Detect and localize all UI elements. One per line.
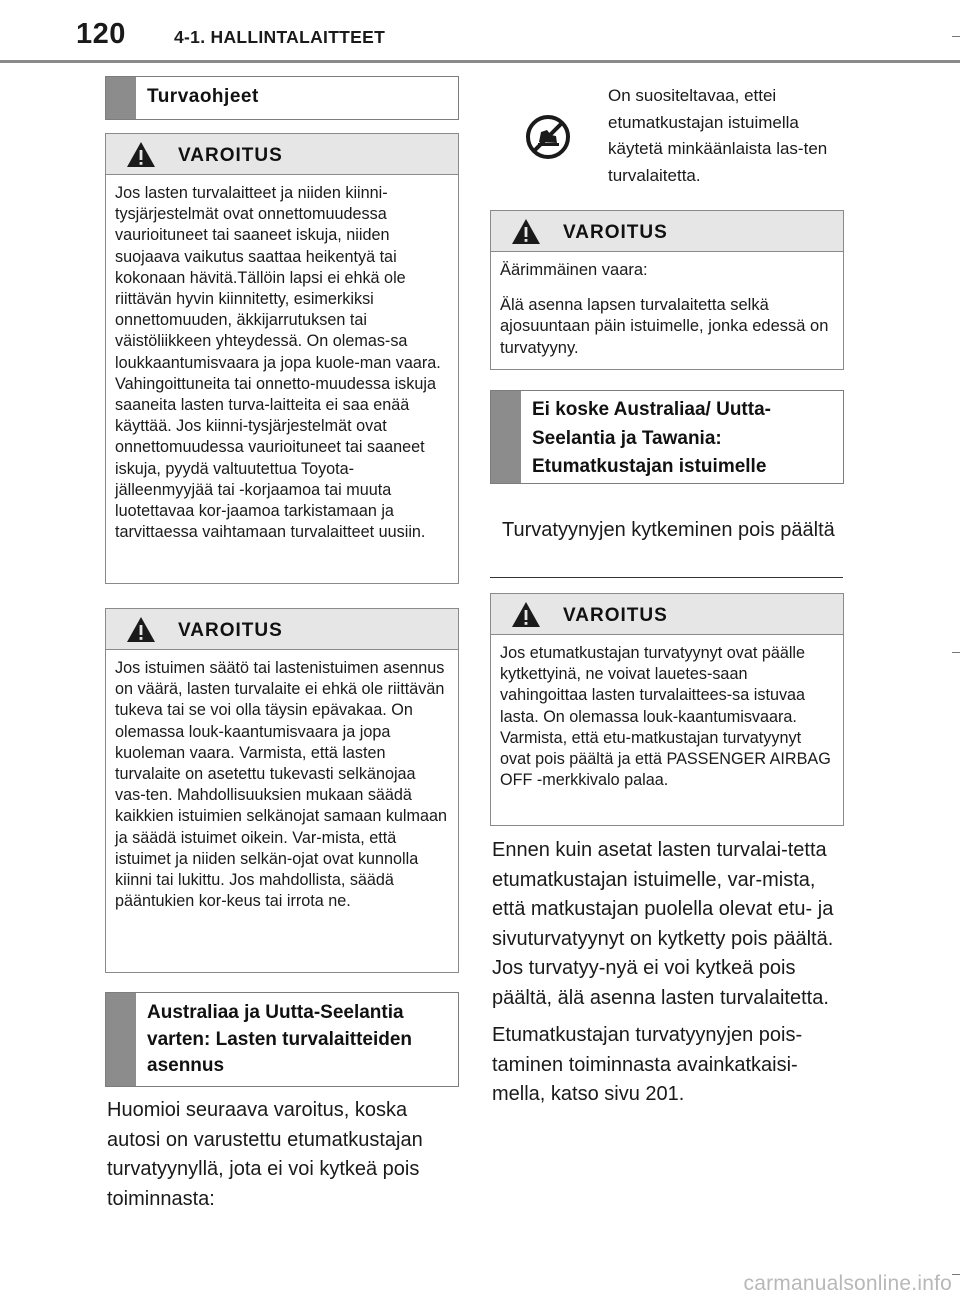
warning-triangle-icon — [511, 601, 541, 628]
warning-box — [105, 608, 459, 973]
crop-mark — [952, 1274, 960, 1275]
warning-paragraph: Jos istuimen säätö tai lastenistuimen asennus on väärä, lasten turvalaite ei ehkä ole riittävän tukeva tai se voi olla täysin epävakaa. On olemassa louk-kaantumisvaara ja jopa kuoleman vaara. Varmista, että lasten turvalaite on asetettu tukevasti selkänojaa vas-ten. Mahdollisuuksien mukaan säädä kaikkien istuimien selkänojat samaan kulmaan ja säädä istuimet oikein. Var-mista, että istuimet ja niiden selkän-ojat ovat kunnolla kiinni tai lukittu. Jos mahdollista, säädä pääntukien kor-keus tai irrota ne. — [115, 659, 448, 911]
paragraph-text: Huomioi seuraava varoitus, koska autosi on varustettu etumatkustajan turvatyynyllä, jota ei voi kytkeä pois toiminnasta: — [107, 1099, 423, 1210]
watermark: carmanualsonline.info — [743, 1272, 952, 1295]
warning-header — [491, 594, 843, 635]
section-bar — [106, 993, 136, 1086]
warning-label: VAROITUS — [563, 222, 668, 243]
warning-box — [490, 210, 844, 370]
warning-header — [106, 134, 458, 175]
section-bar — [491, 391, 521, 483]
warning-triangle-icon — [511, 218, 541, 245]
subheading — [490, 502, 843, 578]
section-title: Turvaohjeet — [147, 86, 259, 107]
warning-triangle-icon — [126, 141, 156, 168]
warning-text — [491, 252, 843, 359]
crop-mark — [952, 652, 960, 653]
section-heading-etumatkustaja — [490, 390, 844, 484]
section-heading-australia — [105, 992, 459, 1087]
body-paragraph — [492, 836, 844, 1118]
warning-box — [490, 593, 844, 826]
icon-note: On suositeltavaa, ettei etumatkustajan istuimella käytetä minkäänlaista las-ten turvalaitetta. — [608, 86, 828, 185]
warning-label: VAROITUS — [178, 145, 283, 166]
page-number: 120 — [76, 18, 126, 50]
subheading-text: Turvatyynyjen kytkeminen pois päältä — [502, 519, 835, 541]
section-title: Ei koske Australiaa/ Uutta-Seelantia ja Tawania: Etumatkustajan istuimelle — [532, 399, 771, 477]
section-title: Australiaa ja Uutta-Seelantia varten: Lasten turvalaitteiden asennus — [147, 1002, 413, 1076]
warning-paragraph: Äärimmäinen vaara: — [500, 261, 648, 279]
warning-label: VAROITUS — [178, 620, 283, 641]
warning-paragraph: Jos etumatkustajan turvatyynyt ovat päälle kytkettyinä, ne voivat lauetes-saan vahingoittaa lasten turvalaittees-sa istuvaa lasta. On olemassa louk-kaantumisvaara. Varmista, että etu-matkustajan turvatyynyt ovat pois päältä ja että PASSENGER AIRBAG OFF -merkkivalo palaa. — [500, 644, 831, 790]
warning-header — [491, 211, 843, 252]
chapter-title: 4-1. HALLINTALAITTEET — [174, 27, 386, 47]
warning-text — [491, 635, 843, 791]
paragraph-text: Etumatkustajan turvatyynyjen pois-taminen toiminnasta avainkatkaisi-mella, katso sivu 201. — [492, 1024, 803, 1105]
section-bar — [106, 77, 136, 119]
warning-text — [106, 175, 458, 543]
no-child-seat-icon — [525, 114, 571, 160]
warning-box — [105, 133, 459, 584]
crop-mark — [952, 36, 960, 37]
warning-text — [106, 650, 458, 912]
warning-paragraph: Jos lasten turvalaitteet ja niiden kiinni-tysjärjestelmät ovat onnettomuudessa vaurioituneet tai saaneet iskuja, niiden suojaava vaikutus saattaa heikentyä tai kokonaan hävitä.Tällöin lapsi ei ehkä ole riittävän hyvin kiinnitetty, esimerkiksi onnettomuuden, äkkijarrutuksen tai väistöliikkeen yhteydessä. On olemas-sa loukkaantumisvaara ja jopa kuole-man vaara. Vahingoittuneita tai onnetto-muudessa iskuja saaneita lasten turva-laitteita ei saa enää käyttää. Jos kiinni-tysjärjestelmät ovat onnettomuudessa vaurioituneet tai saaneet iskuja, pyydä valtuutettua Toyota-jälleenmyyjää tai -korjaamoa tai muuta luotettavaa kor-jaamoa tarkistamaan ja tarvittaessa vaihtamaan turvalaitteet uusiin. — [115, 184, 441, 542]
paragraph-text: Ennen kuin asetat lasten turvalai-tetta etumatkustajan istuimelle, var-mista, että matkustajan puolella olevat etu- ja sivuturvatyynyt on kytketty pois päältä. Jos turvatyy-nyä ei voi kytkeä pois päältä, älä asenna lasten turvalaitetta. — [492, 839, 834, 1009]
warning-triangle-icon — [126, 616, 156, 643]
warning-paragraph: Älä asenna lapsen turvalaitetta selkä ajosuuntaan päin istuimelle, jonka edessä on turvatyyny. — [500, 296, 829, 357]
section-heading-turvaohjeet — [105, 76, 459, 120]
header-rule — [0, 60, 960, 63]
warning-label: VAROITUS — [563, 605, 668, 626]
warning-header — [106, 609, 458, 650]
body-paragraph — [107, 1096, 459, 1222]
